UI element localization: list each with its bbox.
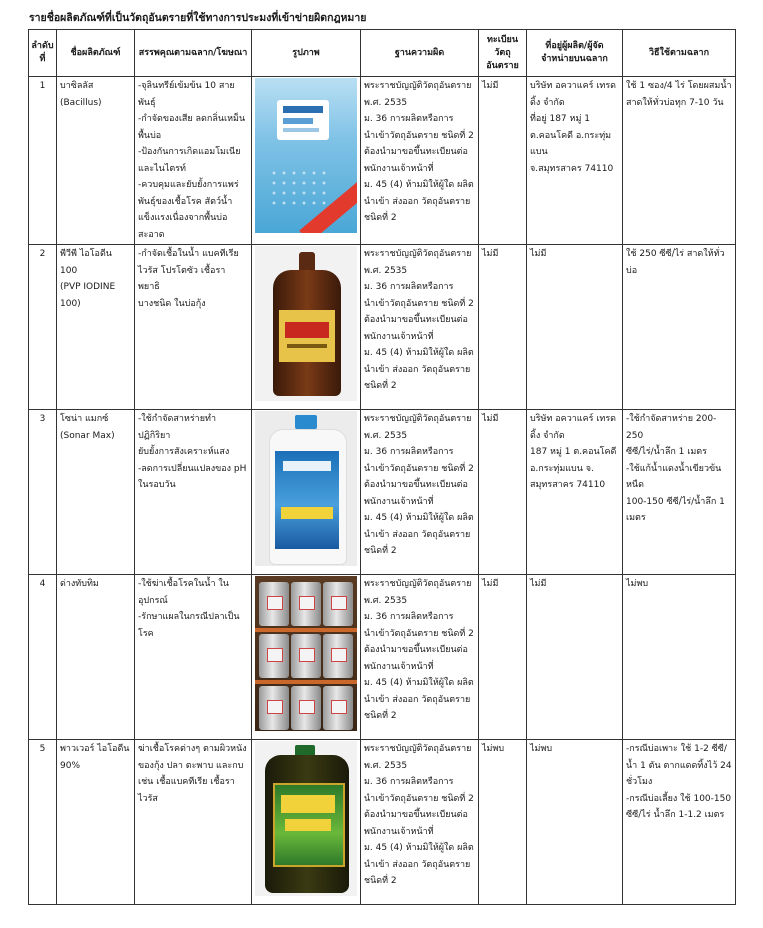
table-body — [29, 77, 736, 905]
header-product-line: ชื่อผลิตภัณฑ์ — [70, 47, 121, 58]
cell-product-line: พาวเวอร์ ไอโอดีน — [60, 744, 130, 754]
cell-offense-line: ต้องนำมาขอขึ้นทะเบียนต่อ — [364, 315, 468, 325]
cell-no: 5 — [29, 740, 57, 905]
header-offense-line: ฐานความผิด — [394, 47, 445, 58]
cell-offense-line: ม. 45 (4) ห้ามมิให้ผู้ใด ผลิต — [364, 513, 474, 523]
power-iodine-gallon-photo — [255, 741, 357, 896]
header-manufacturer — [527, 30, 623, 77]
cell-manufacturer — [527, 245, 623, 410]
table-row — [29, 575, 736, 740]
cell-product-line: บาซิลลัส — [60, 81, 94, 91]
cell-usage-line: ไม่พบ — [626, 579, 649, 589]
cell-product-line: (PVP IODINE 100) — [60, 282, 116, 309]
cell-manufacturer-line: ต.คอนโคดี อ.กระทุ่ม — [530, 130, 612, 141]
header-usage — [623, 30, 736, 77]
cell-properties-line: พันธุ์ของเชื้อโรค สัตว์น้ำ — [138, 196, 233, 207]
cell-offense-line: ชนิดที่ 2 — [364, 876, 397, 886]
cell-properties-line: บางชนิด ในบ่อกุ้ง — [138, 298, 206, 309]
cell-manufacturer — [527, 740, 623, 905]
cell-offense-line: ม. 36 การผลิตหรือการ — [364, 612, 454, 622]
cell-usage-line: ใช้ 1 ซอง/4 ไร่ โดยผสมน้ำ — [626, 81, 732, 91]
header-manufacturer-line: ที่อยู่ผู้ผลิต/ผู้จัด — [545, 41, 604, 51]
cell-offense-line: ชนิดที่ 2 — [364, 711, 397, 721]
cell-usage — [623, 575, 736, 740]
cell-product — [57, 410, 135, 575]
cell-manufacturer-line: ดิ้ง จำกัด — [530, 97, 565, 108]
cell-properties-line: ของกุ้ง ปลา ตะพาบ และกบ — [138, 760, 244, 771]
cell-properties-line: ไวรัส โปรโตซัว เชื้อรา พยาธิ — [138, 265, 226, 292]
cell-image — [252, 77, 361, 245]
header-product — [57, 30, 135, 77]
cell-properties-line: ยับยั้งการสังเคราะห์แสง — [138, 447, 230, 457]
cell-no: 3 — [29, 410, 57, 575]
cell-properties — [135, 740, 252, 905]
cell-offense-line: พ.ศ. 2535 — [364, 430, 408, 441]
cell-manufacturer-line: 187 หมู่ 1 ต.คอนโคดี — [530, 447, 617, 457]
cell-properties-line: แข็งแรงเนื่องจากพื้นบ่อสะอาด — [138, 213, 228, 240]
cell-offense-line: พระราชบัญญัติวัตถุอันตราย — [364, 249, 472, 259]
cell-usage — [623, 77, 736, 245]
cell-offense-line: นำเข้า ส่งออก วัตถุอันตราย — [364, 196, 471, 207]
cell-offense-line: นำเข้าวัตถุอันตราย ชนิดที่ 2 — [364, 130, 474, 141]
cell-product — [57, 740, 135, 905]
table-row — [29, 245, 736, 410]
cell-offense-line: ม. 36 การผลิตหรือการ — [364, 282, 454, 292]
cell-offense-line: พนักงานเจ้าหน้าที่ — [364, 331, 434, 342]
cell-manufacturer-line: ไม่มี — [530, 579, 547, 589]
header-registration-line: อันตราย — [486, 60, 519, 71]
header-usage-line: วิธีใช้ตามฉลาก — [648, 47, 710, 58]
cell-usage-line: ซีซี/ไร่/น้ำลึก 1 เมตร — [626, 447, 707, 457]
cell-image — [252, 410, 361, 575]
cell-offense-line: นำเข้าวัตถุอันตราย ชนิดที่ 2 — [364, 298, 474, 309]
cell-offense-line: นำเข้า ส่งออก วัตถุอันตราย — [364, 859, 471, 870]
cell-usage-line: น้ำ 1 ตัน ตากแดดทิ้งไว้ 24 — [626, 760, 732, 771]
header-registration-line: วัตถุ — [494, 47, 511, 58]
cell-offense — [361, 575, 479, 740]
cell-manufacturer — [527, 410, 623, 575]
cell-usage — [623, 245, 736, 410]
cell-offense-line: นำเข้าวัตถุอันตราย ชนิดที่ 2 — [364, 793, 474, 804]
cell-properties-line: -กำจัดของเสีย ลดกลิ่นเหม็น — [138, 114, 246, 124]
cell-properties — [135, 575, 252, 740]
cell-usage — [623, 410, 736, 575]
cell-registration — [479, 410, 527, 575]
cell-offense-line: ต้องนำมาขอขึ้นทะเบียนต่อ — [364, 645, 468, 655]
cell-offense-line: ม. 36 การผลิตหรือการ — [364, 114, 454, 124]
cell-no: 1 — [29, 77, 57, 245]
cell-offense-line: ต้องนำมาขอขึ้นทะเบียนต่อ — [364, 480, 468, 490]
cell-image — [252, 740, 361, 905]
table-row — [29, 740, 736, 905]
cell-product-line: (Bacillus) — [60, 97, 102, 108]
cell-offense-line: ม. 36 การผลิตหรือการ — [364, 777, 454, 787]
header-image — [252, 30, 361, 77]
table-row — [29, 410, 736, 575]
cell-usage-line: -ใช้แก้น้ำแดงน้ำเขียวข้น — [626, 463, 722, 474]
header-properties — [135, 30, 252, 77]
cell-offense-line: นำเข้าวัตถุอันตราย ชนิดที่ 2 — [364, 463, 474, 474]
cell-manufacturer — [527, 575, 623, 740]
sonar-max-bottle-photo — [255, 411, 357, 566]
cell-registration — [479, 740, 527, 905]
cell-properties — [135, 77, 252, 245]
hazardous-products-table — [28, 29, 736, 905]
cell-offense-line: พ.ศ. 2535 — [364, 595, 408, 606]
cell-offense-line: ต้องนำมาขอขึ้นทะเบียนต่อ — [364, 147, 468, 157]
cell-registration-line: ไม่พบ — [482, 744, 505, 754]
cell-offense-line: พระราชบัญญัติวัตถุอันตราย — [364, 414, 472, 424]
cell-offense-line: พ.ศ. 2535 — [364, 265, 408, 276]
cell-product — [57, 245, 135, 410]
cell-registration-line: ไม่มี — [482, 414, 499, 424]
cell-offense-line: นำเข้าวัตถุอันตราย ชนิดที่ 2 — [364, 628, 474, 639]
cell-offense-line: พนักงานเจ้าหน้าที่ — [364, 826, 434, 837]
header-no — [29, 30, 57, 77]
cell-usage-line: -กรณีบ่อเลี้ยง ใช้ 100-150 — [626, 793, 732, 804]
cell-registration — [479, 77, 527, 245]
cell-manufacturer-line: แบน — [530, 147, 548, 157]
cell-properties-line: -รักษาแผลในกรณีปลาเป็นโรค — [138, 612, 240, 639]
cell-usage-line: 100-150 ซีซี/ไร่/น้ำลึก 1 — [626, 496, 725, 507]
pvp-iodine-bottle-photo — [255, 246, 357, 401]
table-row — [29, 77, 736, 245]
table-header-row — [29, 30, 736, 77]
cell-offense-line: ชนิดที่ 2 — [364, 213, 397, 223]
cell-properties-line: -ลดการเปลี่ยนแปลงของ pH — [138, 463, 247, 474]
header-registration — [479, 30, 527, 77]
cell-product-line: พีวีพี ไอโอดีน 100 — [60, 249, 112, 276]
cell-usage — [623, 740, 736, 905]
cell-offense-line: ม. 45 (4) ห้ามมิให้ผู้ใด ผลิต — [364, 678, 474, 688]
cell-manufacturer-line: ไม่พบ — [530, 744, 553, 754]
cell-image — [252, 245, 361, 410]
cell-usage-line: ใช้ 250 ซีซี/ไร่ สาดให้ทั่วบ่อ — [626, 249, 725, 276]
cell-registration-line: ไม่มี — [482, 249, 499, 259]
cell-offense-line: ต้องนำมาขอขึ้นทะเบียนต่อ — [364, 810, 468, 820]
cell-manufacturer — [527, 77, 623, 245]
cell-manufacturer-line: บริษัท อควาแคร์ เทรด — [530, 81, 617, 91]
cell-product-line: ด่างทับทิม — [60, 579, 99, 589]
cell-manufacturer-line: อ.กระทุ่มแบน จ. — [530, 463, 594, 474]
cell-properties-line: และไนไตรท์ — [138, 163, 186, 174]
cell-offense-line: พระราชบัญญัติวัตถุอันตราย — [364, 744, 472, 754]
cell-manufacturer-line: ดิ้ง จำกัด — [530, 430, 565, 441]
cell-properties-line: -ใช้ฆ่าเชื้อโรคในน้ำ ในอุปกรณ์ — [138, 579, 229, 606]
cell-offense-line: พนักงานเจ้าหน้าที่ — [364, 661, 434, 672]
header-no-line: ที่ — [39, 54, 46, 64]
cell-no: 4 — [29, 575, 57, 740]
cell-offense-line: นำเข้า ส่งออก วัตถุอันตราย — [364, 364, 471, 375]
cell-offense-line: ม. 36 การผลิตหรือการ — [364, 447, 454, 457]
cell-offense-line: ม. 45 (4) ห้ามมิให้ผู้ใด ผลิต — [364, 843, 474, 853]
cell-product-line: โซน่า แมกซ์ — [60, 414, 109, 424]
cell-usage-line: -ใช้กำจัดสาหร่าย 200-250 — [626, 414, 717, 441]
cell-offense — [361, 245, 479, 410]
cell-properties-line: -ใช้กำจัดสาหร่ายทำปฏิกิริยา — [138, 414, 216, 441]
header-manufacturer-line: จำหน่ายบนฉลาก — [541, 54, 608, 64]
cell-image — [252, 575, 361, 740]
cell-product-line: (Sonar Max) — [60, 430, 115, 441]
cell-offense-line: ม. 45 (4) ห้ามมิให้ผู้ใด ผลิต — [364, 348, 474, 358]
document-title: รายชื่อผลิตภัณฑ์ที่เป็นวัตถุอันตรายที่ใช้ทางการประมงที่เข้าข่ายผิดกฎหมาย — [29, 12, 367, 24]
header-image-line: รูปภาพ — [292, 47, 320, 58]
cell-properties-line: ฆ่าเชื้อโรคต่างๆ ตามผิวหนัง — [138, 744, 247, 754]
cell-properties — [135, 245, 252, 410]
cell-properties-line: -ควบคุมและยับยั้งการแพร่ — [138, 180, 239, 190]
cell-properties-line: เช่น เชื้อแบคทีเรีย เชื้อรา ไวรัส — [138, 777, 235, 804]
cell-offense — [361, 77, 479, 245]
cell-product — [57, 575, 135, 740]
cell-properties-line: -จุลินทรีย์เข้มข้น 10 สายพันธุ์ — [138, 81, 235, 108]
cell-properties-line: -กำจัดเชื้อในน้ำ แบคทีเรีย — [138, 249, 239, 259]
cell-offense-line: นำเข้า ส่งออก วัตถุอันตราย — [364, 694, 471, 705]
cell-offense-line: พ.ศ. 2535 — [364, 97, 408, 108]
cell-offense-line: พนักงานเจ้าหน้าที่ — [364, 496, 434, 507]
cell-registration-line: ไม่มี — [482, 81, 499, 91]
header-no-line: ลำดับ — [31, 41, 54, 51]
cell-product — [57, 77, 135, 245]
cell-manufacturer-line: ที่อยู่ 187 หมู่ 1 — [530, 114, 590, 124]
cell-no: 2 — [29, 245, 57, 410]
cell-usage-line: เมตร — [626, 513, 646, 523]
chemical-drums-photo — [255, 576, 357, 731]
cell-usage-line: หนืด — [626, 480, 644, 490]
cell-offense-line: ชนิดที่ 2 — [364, 381, 397, 391]
bacillus-bag-photo — [255, 78, 357, 233]
cell-usage-line: ซีซี/ไร่ น้ำลึก 1-1.2 เมตร — [626, 810, 725, 820]
cell-offense — [361, 740, 479, 905]
cell-properties-line: -ป้องกันการเกิดแอมโมเนีย — [138, 147, 241, 157]
cell-properties — [135, 410, 252, 575]
cell-offense-line: พ.ศ. 2535 — [364, 760, 408, 771]
cell-registration — [479, 245, 527, 410]
cell-offense-line: พระราชบัญญัติวัตถุอันตราย — [364, 579, 472, 589]
cell-manufacturer-line: สมุทรสาคร 74110 — [530, 480, 606, 490]
cell-manufacturer-line: ไม่มี — [530, 249, 547, 259]
cell-manufacturer-line: จ.สมุทรสาคร 74110 — [530, 163, 614, 174]
cell-properties-line: พื้นบ่อ — [138, 130, 162, 141]
cell-properties-line: ในรอบวัน — [138, 480, 176, 490]
header-properties-line: สรรพคุณตามฉลาก/โฆษณา — [138, 47, 248, 58]
header-offense — [361, 30, 479, 77]
cell-offense-line: ชนิดที่ 2 — [364, 546, 397, 556]
cell-offense-line: ม. 45 (4) ห้ามมิให้ผู้ใด ผลิต — [364, 180, 474, 190]
cell-offense-line: นำเข้า ส่งออก วัตถุอันตราย — [364, 529, 471, 540]
header-registration-line: ทะเบียน — [487, 34, 518, 45]
cell-product-line: 90% — [60, 760, 81, 771]
cell-registration — [479, 575, 527, 740]
cell-registration-line: ไม่มี — [482, 579, 499, 589]
cell-offense-line: พระราชบัญญัติวัตถุอันตราย — [364, 81, 472, 91]
cell-usage-line: สาดให้ทั่วบ่อทุก 7-10 วัน — [626, 97, 724, 108]
cell-usage-line: ชั่วโมง — [626, 777, 653, 787]
cell-manufacturer-line: บริษัท อควาแคร์ เทรด — [530, 414, 617, 424]
cell-offense — [361, 410, 479, 575]
cell-usage-line: -กรณีบ่อเพาะ ใช้ 1-2 ซีซี/ — [626, 744, 727, 754]
cell-offense-line: พนักงานเจ้าหน้าที่ — [364, 163, 434, 174]
